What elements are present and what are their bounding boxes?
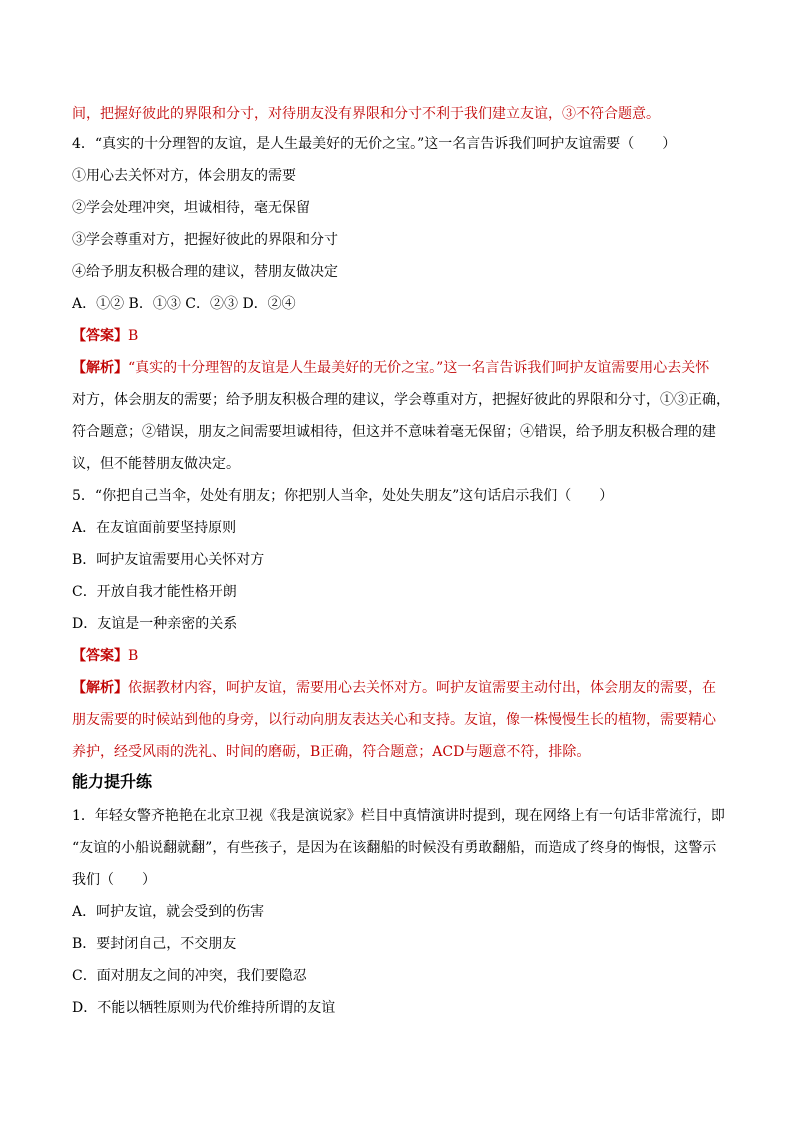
question-5-option-c: C．开放自我才能性格开朗: [72, 584, 237, 600]
practice-1-stem-line-2: “友谊的小船说翻就翻”，有些孩子，是因为在该翻船的时候没有勇敢翻船，而造成了终身的悔恨，这警示: [72, 840, 717, 856]
practice-1-stem-line-3: 我们（ ）: [72, 872, 156, 888]
question-4-stem: 4．“真实的十分理智的友谊，是人生最美好的无价之宝。”这一名言告诉我们呵护友谊需要（ ）: [72, 136, 677, 152]
question-4-analysis-line-3: 符合题意；②错误，朋友之间需要坦诚相待，但这并不意味着毫无保留；④错误，给予朋友积极合理的建: [72, 424, 716, 440]
answer-label: 【答案】: [72, 328, 128, 344]
question-5-option-a: A．在友谊面前要坚持原则: [72, 520, 237, 536]
analysis-text: “真实的十分理智的友谊是人生最美好的无价之宝。”这一名言告诉我们呵护友谊需要用心去关怀: [128, 360, 710, 376]
analysis-label: 【解析】: [72, 360, 128, 376]
practice-1-option-c: C．面对朋友之间的冲突，我们要隐忍: [72, 968, 307, 984]
answer-value: B: [128, 328, 139, 344]
practice-1-option-b: B．要封闭自己，不交朋友: [72, 936, 237, 952]
section-title: 能力提升练: [72, 772, 153, 791]
question-4-answer: [72, 326, 732, 346]
question-5-analysis-line-1: [72, 678, 732, 698]
question-4-item-4: ④给予朋友积极合理的建议，替朋友做决定: [72, 264, 338, 280]
question-5-analysis-line-2: 朋友需要的时候站到他的身旁，以行动向朋友表达关心和支持。友谊，像一株慢慢生长的植物，需要精心: [72, 712, 716, 728]
question-4-analysis-line-1: [72, 358, 732, 378]
question-4-item-2: ②学会处理冲突，坦诚相待，毫无保留: [72, 200, 310, 216]
question-4-options: A．①② B．①③ C．②③ D．②④: [72, 296, 296, 312]
question-4-analysis-line-2: 对方，体会朋友的需要；给予朋友积极合理的建议，学会尊重对方，把握好彼此的界限和分寸，①③正确，: [72, 392, 730, 408]
question-5-option-d: D．友谊是一种亲密的关系: [72, 616, 238, 632]
analysis-text: 依据教材内容，呵护友谊，需要用心去关怀对方。呵护友谊需要主动付出，体会朋友的需要，在: [128, 680, 716, 696]
answer-label: 【答案】: [72, 648, 128, 664]
question-4-item-3: ③学会尊重对方，把握好彼此的界限和分寸: [72, 232, 338, 248]
question-5-analysis-line-3: 养护，经受风雨的洗礼、时间的磨砺，B正确，符合题意；ACD与题意不符，排除。: [72, 744, 591, 760]
practice-1-option-d: D．不能以牺牲原则为代价维持所谓的友谊: [72, 1000, 336, 1016]
question-4-item-1: ①用心去关怀对方，体会朋友的需要: [72, 168, 296, 184]
question-4-analysis-line-4: 议，但不能替朋友做决定。: [72, 456, 240, 472]
practice-1-stem-line-1: 1．年轻女警齐艳艳在北京卫视《我是演说家》栏目中真情演讲时提到，现在网络上有一句话非常流行，即: [72, 808, 725, 824]
question-5-stem: 5．“你把自己当伞，处处有朋友；你把别人当伞，处处失朋友”这句话启示我们（ ）: [72, 488, 614, 504]
practice-1-option-a: A．呵护友谊，就会受到的伤害: [72, 904, 265, 920]
previous-explanation-tail: 间，把握好彼此的界限和分寸，对待朋友没有界限和分寸不利于我们建立友谊，③不符合题意。: [72, 106, 660, 122]
question-5-option-b: B．呵护友谊需要用心关怀对方: [72, 552, 265, 568]
analysis-label: 【解析】: [72, 680, 128, 696]
answer-value: B: [128, 648, 139, 664]
question-5-answer: [72, 646, 732, 666]
